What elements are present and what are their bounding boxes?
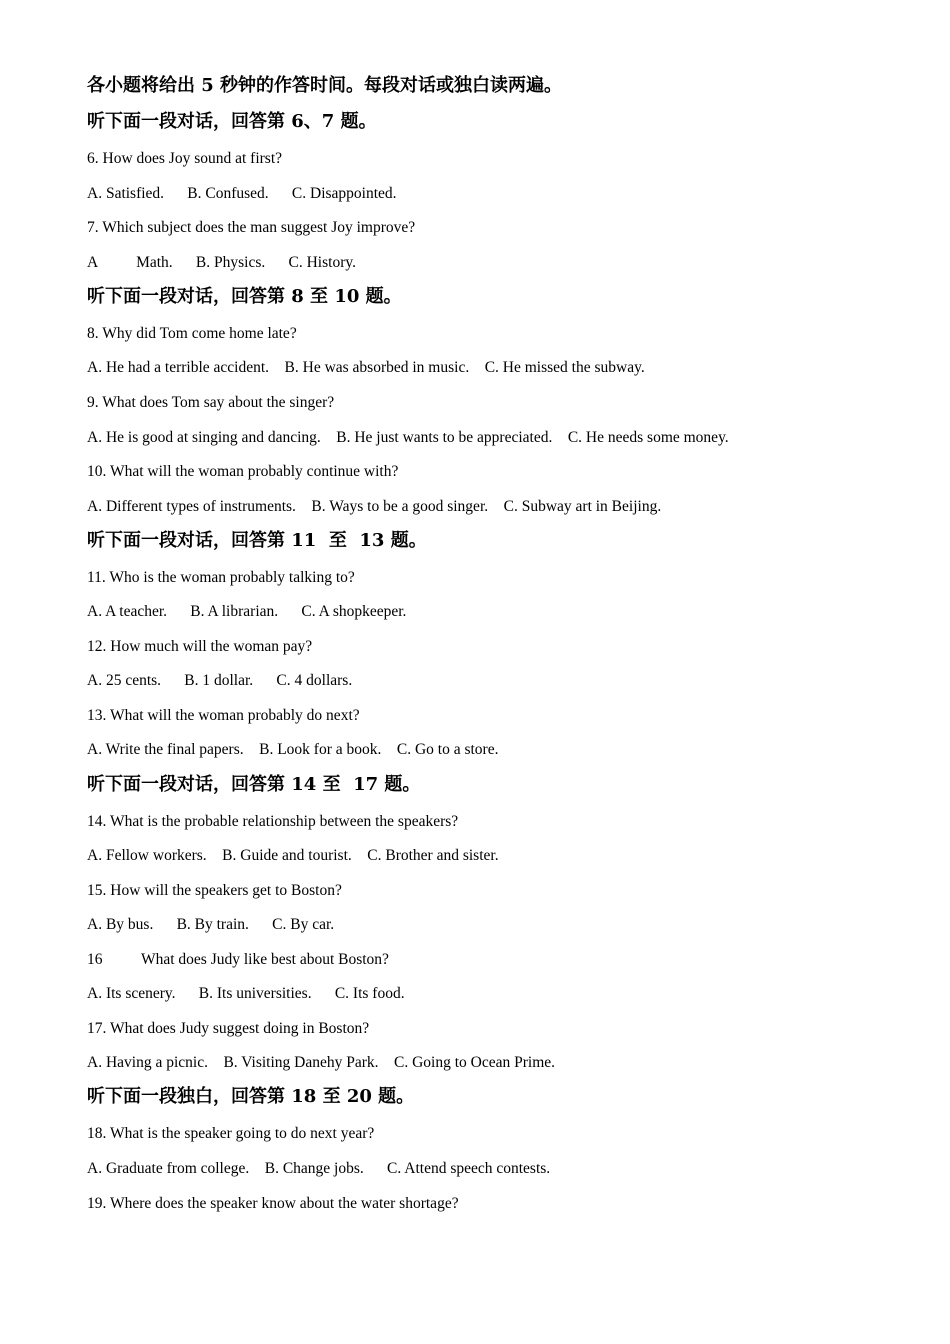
section-heading-18-20: 听下面一段独白，回答第 18 至 20 题。 (87, 1086, 415, 1107)
options-14: A. Fellow workers. B. Guide and tourist. C. Brother and sister. (87, 847, 499, 864)
section-heading-8-10: 听下面一段对话，回答第 8 至 10 题。 (87, 286, 402, 307)
question-12: 12. How much will the woman pay? (87, 638, 313, 655)
section-heading-14-17: 听下面一段对话，回答第 14 至 17 题。 (87, 774, 421, 795)
question-13: 13. What will the woman probably do next? (87, 707, 360, 724)
options-10: A. Different types of instruments. B. Ways to be a good singer. C. Subway art in Beijing. (87, 498, 662, 515)
options-7: A Math. B. Physics. C. History. (87, 254, 356, 271)
question-19: 19. Where does the speaker know about the water shortage? (87, 1195, 459, 1212)
options-11: A. A teacher. B. A librarian. C. A shopkeeper. (87, 603, 407, 620)
question-15: 15. How will the speakers get to Boston? (87, 882, 342, 899)
question-6: 6. How does Joy sound at first? (87, 150, 283, 167)
question-8: 8. Why did Tom come home late? (87, 325, 297, 342)
options-15: A. By bus. B. By train. C. By car. (87, 916, 335, 933)
options-9: A. He is good at singing and dancing. B. He just wants to be appreciated. C. He needs some money. (87, 429, 729, 446)
question-16: 16 What does Judy like best about Boston? (87, 951, 389, 968)
question-17: 17. What does Judy suggest doing in Boston? (87, 1020, 370, 1037)
section-heading-6-7: 听下面一段对话，回答第 6、7 题。 (87, 111, 377, 132)
question-10: 10. What will the woman probably continue with? (87, 463, 399, 480)
options-12: A. 25 cents. B. 1 dollar. C. 4 dollars. (87, 672, 353, 689)
options-8: A. He had a terrible accident. B. He was absorbed in music. C. He missed the subway. (87, 359, 645, 376)
options-16: A. Its scenery. B. Its universities. C. Its food. (87, 985, 405, 1002)
question-7: 7. Which subject does the man suggest Joy improve? (87, 219, 416, 236)
options-17: A. Having a picnic. B. Visiting Danehy Park. C. Going to Ocean Prime. (87, 1054, 556, 1071)
question-11: 11. Who is the woman probably talking to? (87, 569, 355, 586)
question-9: 9. What does Tom say about the singer? (87, 394, 335, 411)
options-13: A. Write the final papers. B. Look for a book. C. Go to a store. (87, 741, 499, 758)
section-heading-11-13: 听下面一段对话，回答第 11 至 13 题。 (87, 530, 427, 551)
question-14: 14. What is the probable relationship between the speakers? (87, 813, 459, 830)
question-18: 18. What is the speaker going to do next year? (87, 1125, 375, 1142)
options-18: A. Graduate from college. B. Change jobs. C. Attend speech contests. (87, 1160, 551, 1177)
section-instruction: 各小题将给出 5 秒钟的作答时间。每段对话或独白读两遍。 (87, 75, 563, 96)
options-6: A. Satisfied. B. Confused. C. Disappointed. (87, 185, 397, 202)
